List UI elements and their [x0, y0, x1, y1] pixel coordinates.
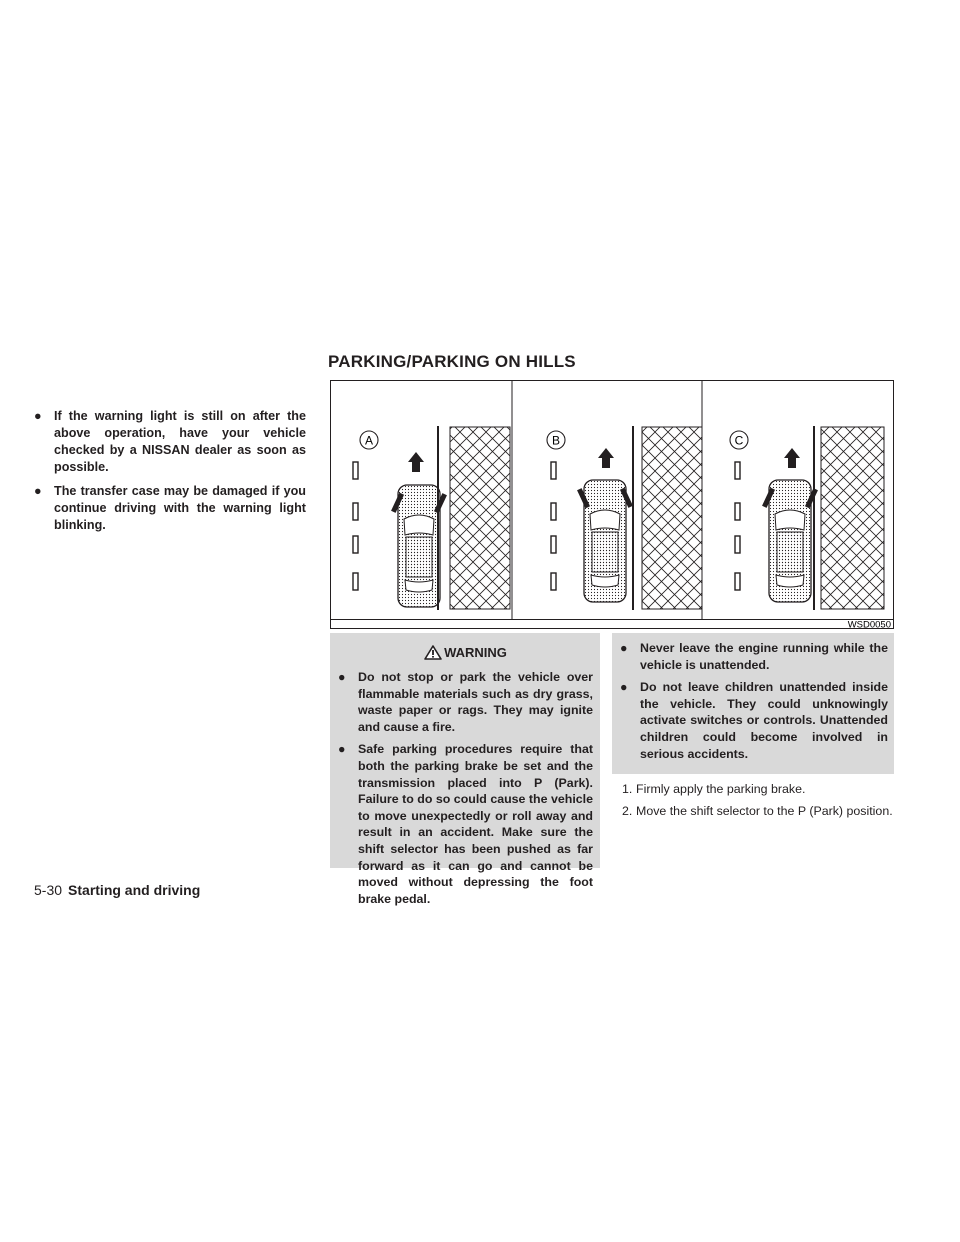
- bullet-icon: ●: [34, 409, 42, 423]
- left-column: [34, 408, 306, 541]
- list-item: ● Do not stop or park the vehicle over flammable materials such as dry grass, waste paper or rags. They may ignite and cause a fire.: [338, 670, 593, 734]
- step-item: 1. Firmly apply the parking brake.: [622, 782, 806, 797]
- steps-list: [612, 781, 894, 820]
- list-item: ● The transfer case may be damaged if you continue driving with the warning light blinking.: [34, 484, 306, 532]
- section-title: PARKING/PARKING ON HILLS: [328, 352, 576, 371]
- list-item: ● Do not leave children unattended inside the vehicle. They could unknowingly activate switches or controls. Unattended children could become involved in serious accidents.: [620, 680, 888, 761]
- parking-wheel-direction-figure: [330, 380, 894, 629]
- bullet-icon: ●: [620, 680, 628, 695]
- page-footer: [34, 882, 200, 898]
- warning-triangle-icon: [424, 645, 442, 660]
- right-column: [612, 633, 894, 825]
- bullet-icon: ●: [338, 742, 346, 757]
- list-item: ● If the warning light is still on after the above operation, have your vehicle checked by a NISSAN dealer as soon as possible.: [34, 409, 306, 474]
- panel-label-b: B: [551, 433, 561, 448]
- page-number: 5-30: [34, 882, 63, 898]
- footer-section: Starting and driving: [68, 882, 201, 898]
- step-item: 2. Move the shift selector to the P (Park) position.: [622, 804, 893, 819]
- figure-code: WSD0050: [847, 619, 891, 629]
- bullet-icon: ●: [620, 641, 628, 655]
- warning-heading: WARNING: [338, 642, 593, 662]
- list-item: ● Safe parking procedures require that both the parking brake be set and the transmission placed into P (Park). Failure to do so could cause the vehicle to move unexpectedly or roll away and result in an accident. Make sure the shift selector has been pushed as far forward as it can go and cannot be moved without depressing the foot brake pedal.: [338, 742, 593, 906]
- list-item: ● Never leave the engine running while the vehicle is unattended.: [620, 641, 888, 672]
- panel-label-c: C: [734, 433, 744, 448]
- bullet-icon: ●: [338, 670, 346, 684]
- bullet-icon: ●: [34, 484, 42, 498]
- panel-label-a: A: [364, 433, 374, 448]
- warning-box-continued: [612, 633, 894, 774]
- warning-box: [330, 633, 600, 906]
